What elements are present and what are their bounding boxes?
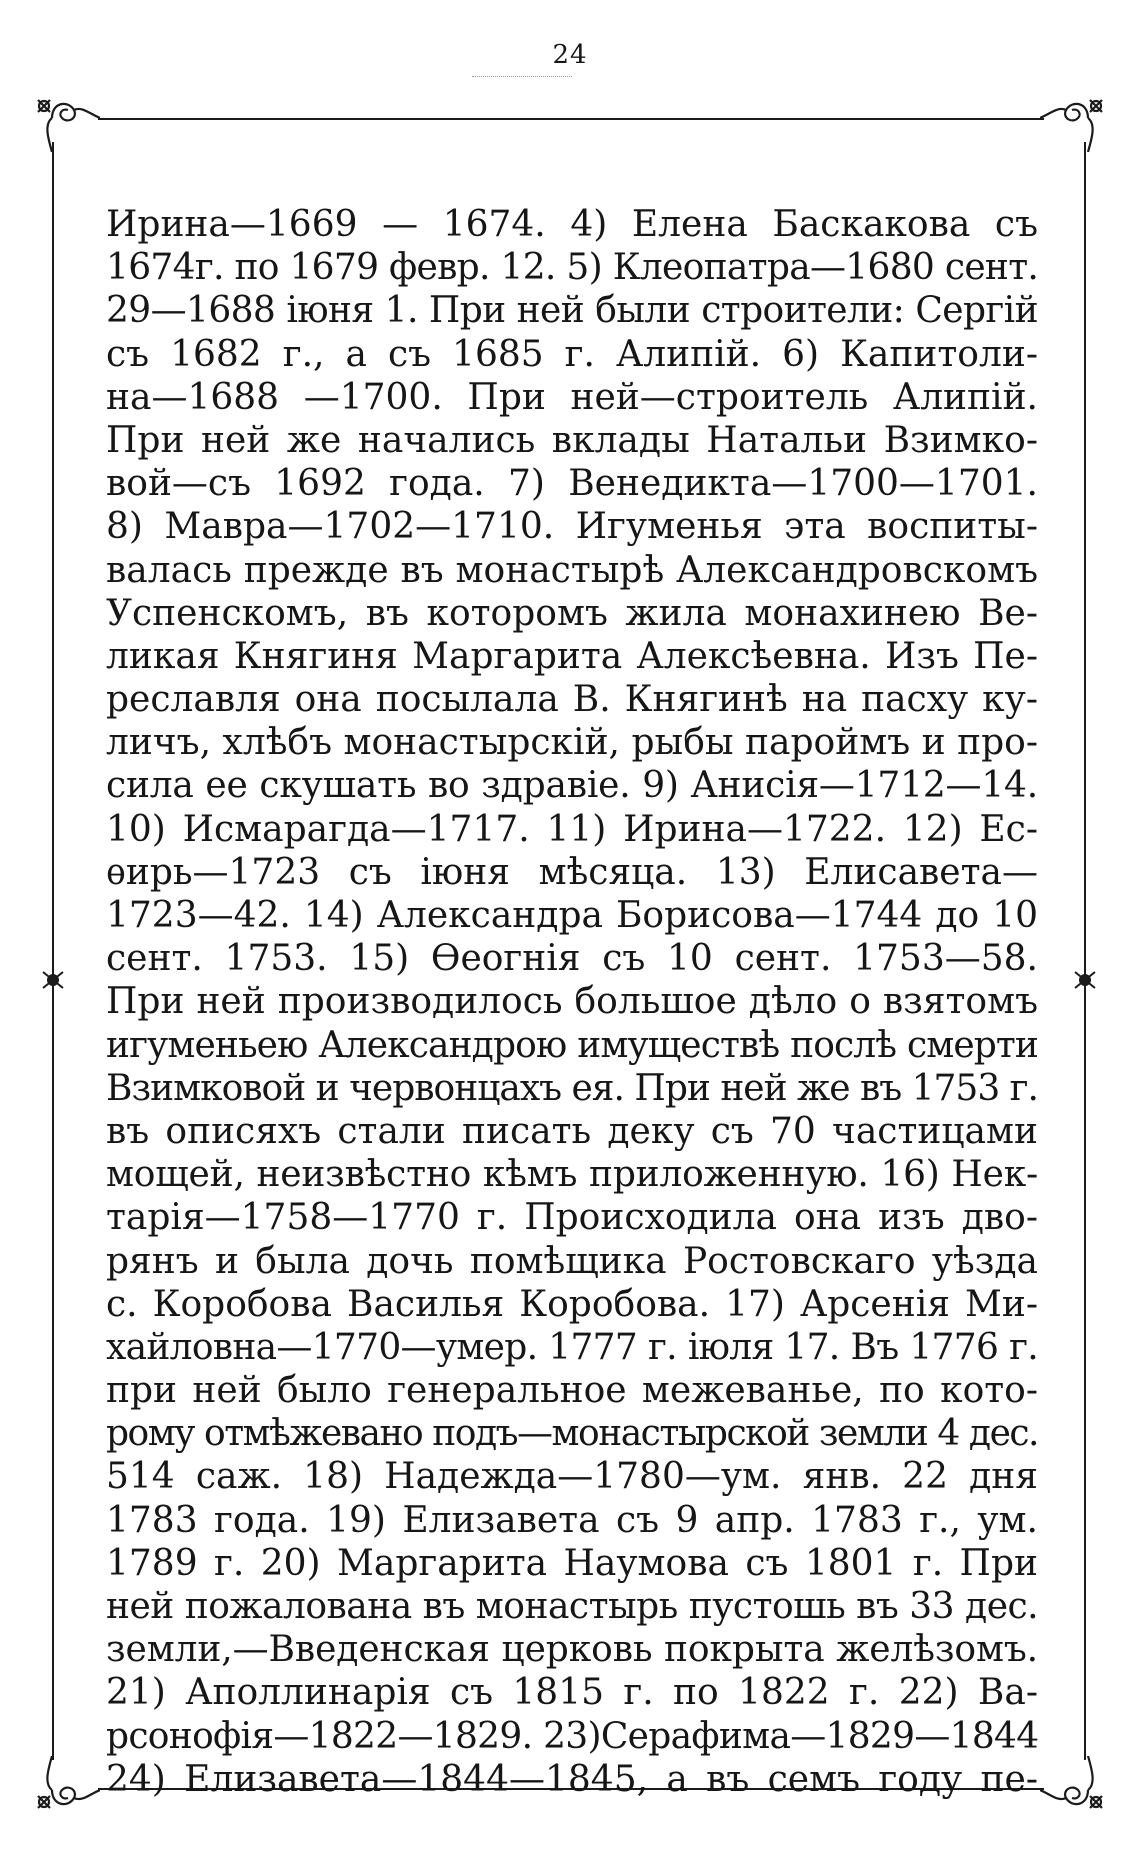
text-line: Взимковой и червонцахъ ея. При ней же въ 1753 г.	[106, 1067, 1038, 1109]
fleuron-icon	[1071, 960, 1099, 1000]
text-line: Успенскомъ, въ которомъ жила монахинею Ве-	[106, 592, 1038, 634]
frame-top-rule	[98, 118, 1044, 120]
text-line: 8) Мавра—1702—1710. Игуменья эта воспиты-	[106, 506, 1038, 548]
text-line: При ней производилось большое дѣло о взятомъ	[106, 981, 1038, 1023]
text-line: мощей, неизвѣстно кѣмъ приложенную. 16) Нек-	[106, 1154, 1038, 1196]
corner-flourish-icon	[30, 1756, 100, 1820]
text-line: ѳирь—1723 съ іюня мѣсяца. 13) Елисавета—	[106, 851, 1038, 893]
text-line: на—1688 —1700. При ней—строитель Алипій.	[106, 376, 1038, 418]
text-line: рсонофія—1822—1829. 23)Серафима—1829—1844	[106, 1715, 1039, 1757]
text-line: 29—1688 іюня 1. При ней были строители: Сергій	[106, 290, 1038, 332]
text-line: личъ, хлѣбъ монастырскій, рыбы пароймъ и про-	[106, 722, 1038, 764]
frame-right-rule	[1084, 142, 1086, 1760]
corner-flourish-icon	[1040, 1756, 1110, 1820]
text-line: 1723—42. 14) Александра Борисова—1744 до 10	[106, 895, 1038, 936]
text-line: 24) Елизавета—1844—1845, а въ семъ году пе-	[106, 1758, 1038, 1800]
text-line: вой—съ 1692 года. 7) Венедикта—1700—1701.	[106, 463, 1038, 505]
text-line: реславля она посылала В. Княгинѣ на пасху ку-	[106, 679, 1038, 721]
fleuron-icon	[39, 960, 67, 1000]
corner-flourish-icon	[30, 88, 100, 152]
page-number-rule	[472, 76, 572, 77]
text-line: при ней было генеральное межеванье, по кото-	[106, 1370, 1038, 1412]
text-line: игуменьею Александрою имуществѣ послѣ смерти	[106, 1024, 1038, 1066]
text-line: с. Коробова Василья Коробова. 17) Арсенія Ми-	[106, 1283, 1038, 1325]
corner-flourish-icon	[1040, 88, 1110, 152]
text-line: съ 1682 г., а съ 1685 г. Алипій. 6) Капитоли-	[106, 333, 1038, 375]
text-line: 1783 года. 19) Елизавета съ 9 апр. 1783 г., ум.	[106, 1499, 1038, 1541]
text-line: земли,—Введенская церковь покрыта желѣзомъ.	[106, 1629, 1038, 1671]
text-line: тарія—1758—1770 г. Происходила она изъ дво-	[106, 1197, 1038, 1239]
page-number: 24	[552, 40, 588, 70]
text-line: ней пожалована въ монастырь пустошь въ 33 дес.	[106, 1586, 1039, 1627]
text-line: валась прежде въ монастырѣ Александровскомъ	[106, 549, 1038, 591]
text-line: сила ее скушать во здравіе. 9) Анисія—1712—14.	[106, 765, 1038, 807]
text-line: въ описяхъ стали писать деку съ 70 частицами	[106, 1110, 1038, 1152]
text-line: рому отмѣжевано подъ—монастырской земли 4 дес.	[106, 1413, 1038, 1455]
page-body-text	[106, 203, 1038, 1801]
text-line: При ней же начались вклады Натальи Взимко-	[106, 419, 1038, 461]
text-line: 10) Исмарагда—1717. 11) Ирина—1722. 12) Ес-	[106, 808, 1038, 850]
text-line: рянъ и была дочь помѣщика Ростовскаго уѣзда	[106, 1240, 1038, 1282]
text-line: 1674г. по 1679 февр. 12. 5) Клеопатра—1680 сент.	[106, 247, 1039, 289]
text-line: ликая Княгиня Маргарита Алексѣевна. Изъ Пе-	[106, 635, 1038, 677]
text-line: сент. 1753. 15) Ѳеогнія съ 10 сент. 1753—58.	[106, 938, 1038, 980]
text-line: 21) Аполлинарія съ 1815 г. по 1822 г. 22) Ва-	[106, 1672, 1038, 1714]
text-line: 514 саж. 18) Надежда—1780—ум. янв. 22 дня	[106, 1456, 1038, 1498]
text-line: Ирина—1669 — 1674. 4) Елена Баскакова съ	[106, 204, 1038, 245]
text-line: хайловна—1770—умер. 1777 г. іюля 17. Въ 1776 г.	[106, 1326, 1038, 1368]
text-line: 1789 г. 20) Маргарита Наумова съ 1801 г. При	[106, 1542, 1038, 1584]
frame-left-rule	[52, 142, 54, 1760]
